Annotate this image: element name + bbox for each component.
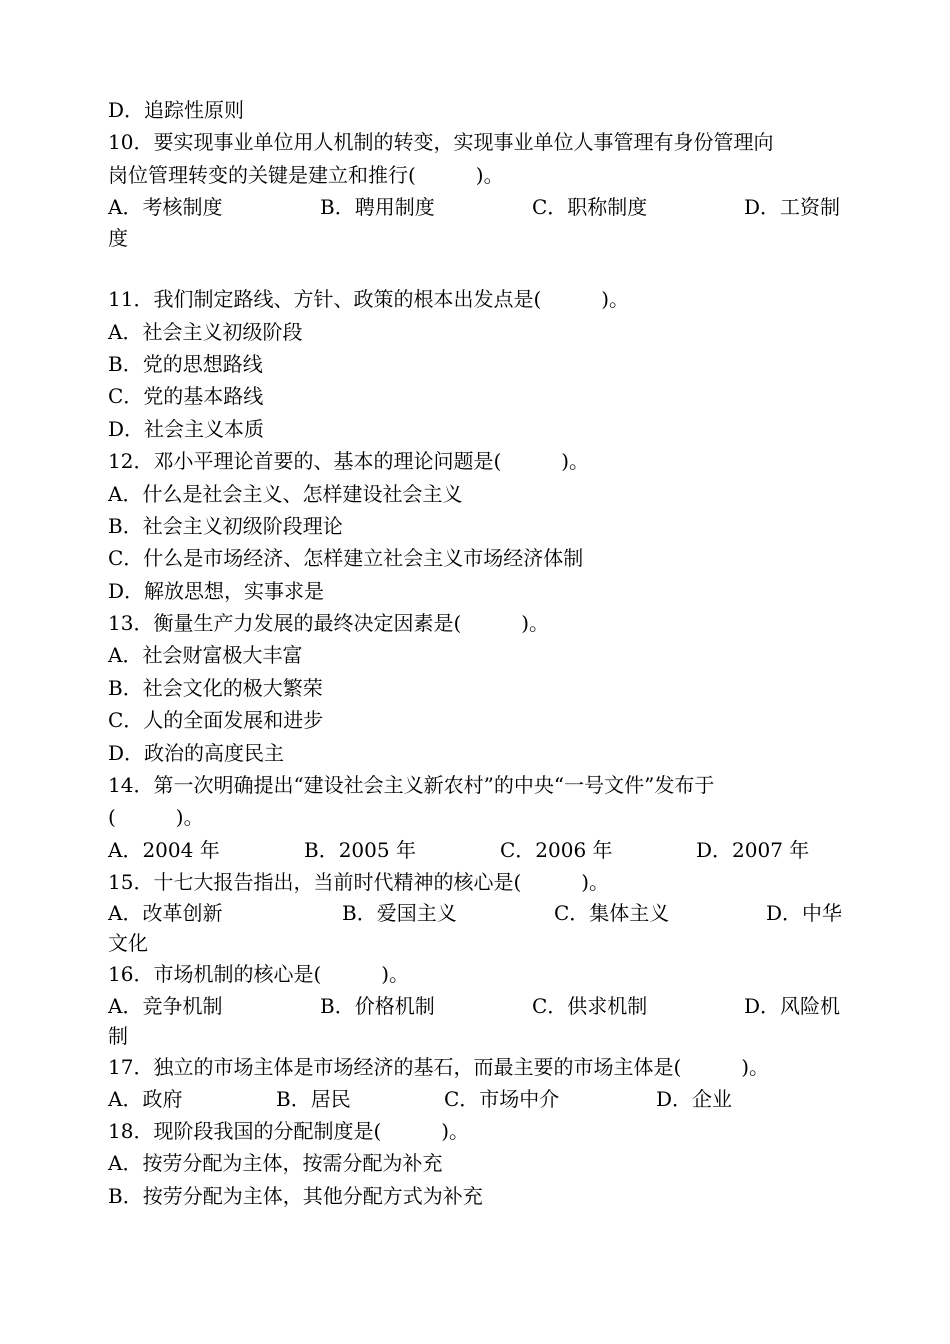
q11-option-c: C．党的基本路线 xyxy=(108,384,264,409)
q10-options xyxy=(108,191,848,223)
q10-option-d: D．工资制 xyxy=(744,195,841,220)
q16-options xyxy=(108,991,848,1021)
q12-option-b: B．社会主义初级阶段理论 xyxy=(108,513,343,538)
q18-stem: 18．现阶段我国的分配制度是( )。 xyxy=(108,1118,470,1143)
q17-option-a: A．政府 xyxy=(108,1086,183,1111)
q12-option-a: A．什么是社会主义、怎样建设社会主义 xyxy=(108,481,463,506)
spacer xyxy=(108,253,848,283)
q16-option-c: C．供求机制 xyxy=(532,993,648,1018)
q10-option-d-wrap: 度 xyxy=(108,226,128,251)
q15-option-c: C．集体主义 xyxy=(554,901,670,926)
q16-option-d-wrap: 制 xyxy=(108,1023,128,1048)
q17-stem: 17．独立的市场主体是市场经济的基石，而最主要的市场主体是( )。 xyxy=(108,1054,770,1079)
q14-option-a: A．2004 年 xyxy=(108,837,220,862)
q14-option-b: B．2005 年 xyxy=(304,837,416,862)
document-page xyxy=(108,94,848,1212)
q10-stem-line1: 10．要实现事业单位用人机制的转变，实现事业单位人事管理有身份管理向 xyxy=(108,130,774,155)
q13-stem: 13．衡量生产力发展的最终决定因素是( )。 xyxy=(108,611,550,636)
q11-option-b: B．党的思想路线 xyxy=(108,351,263,376)
q9-option-d: D．追踪性原则 xyxy=(108,98,245,122)
q18-option-b: B．按劳分配为主体，其他分配方式为补充 xyxy=(108,1183,483,1208)
q16-option-b: B．价格机制 xyxy=(320,993,435,1018)
q15-option-a: A．改革创新 xyxy=(108,901,223,926)
q15-option-d-wrap: 文化 xyxy=(108,931,148,956)
q14-stem-line1: 14．第一次明确提出“建设社会主义新农村”的中央“一号文件”发布于 xyxy=(108,773,715,798)
q17-options xyxy=(108,1083,848,1115)
q10-option-c: C．职称制度 xyxy=(532,195,648,220)
q15-options xyxy=(108,898,848,928)
q13-option-a: A．社会财富极大丰富 xyxy=(108,643,303,668)
q14-option-d: D．2007 年 xyxy=(696,837,810,862)
q11-option-a: A．社会主义初级阶段 xyxy=(108,319,303,344)
q17-option-b: B．居民 xyxy=(276,1086,351,1111)
q13-option-c: C．人的全面发展和进步 xyxy=(108,708,324,733)
q11-option-d: D．社会主义本质 xyxy=(108,416,265,441)
q14-options xyxy=(108,834,848,866)
q16-option-d: D．风险机 xyxy=(744,993,841,1018)
q13-option-d: D．政治的高度民主 xyxy=(108,740,285,765)
q17-option-d: D．企业 xyxy=(656,1086,733,1111)
q16-option-a: A．竞争机制 xyxy=(108,993,223,1018)
q18-option-a: A．按劳分配为主体，按需分配为补充 xyxy=(108,1151,443,1176)
q16-stem: 16．市场机制的核心是( )。 xyxy=(108,962,410,987)
q15-option-b: B．爱国主义 xyxy=(342,901,457,926)
q10-option-b: B．聘用制度 xyxy=(320,195,435,220)
q13-option-b: B．社会文化的极大繁荣 xyxy=(108,675,323,700)
q15-option-d: D．中华 xyxy=(766,901,843,926)
q12-option-d: D．解放思想，实事求是 xyxy=(108,578,325,603)
q11-stem: 11．我们制定路线、方针、政策的根本出发点是( )。 xyxy=(108,287,630,312)
q12-stem: 12．邓小平理论首要的、基本的理论问题是( )。 xyxy=(108,449,590,474)
q14-option-c: C．2006 年 xyxy=(500,837,613,862)
q10-option-a: A．考核制度 xyxy=(108,195,223,220)
q15-stem: 15．十七大报告指出，当前时代精神的核心是( )。 xyxy=(108,869,610,894)
q12-option-c: C．什么是市场经济、怎样建立社会主义市场经济体制 xyxy=(108,546,584,571)
q14-stem-line2: ( )。 xyxy=(108,805,204,830)
q10-stem-line2: 岗位管理转变的关键是建立和推行( )。 xyxy=(108,162,504,187)
q17-option-c: C．市场中介 xyxy=(444,1086,560,1111)
